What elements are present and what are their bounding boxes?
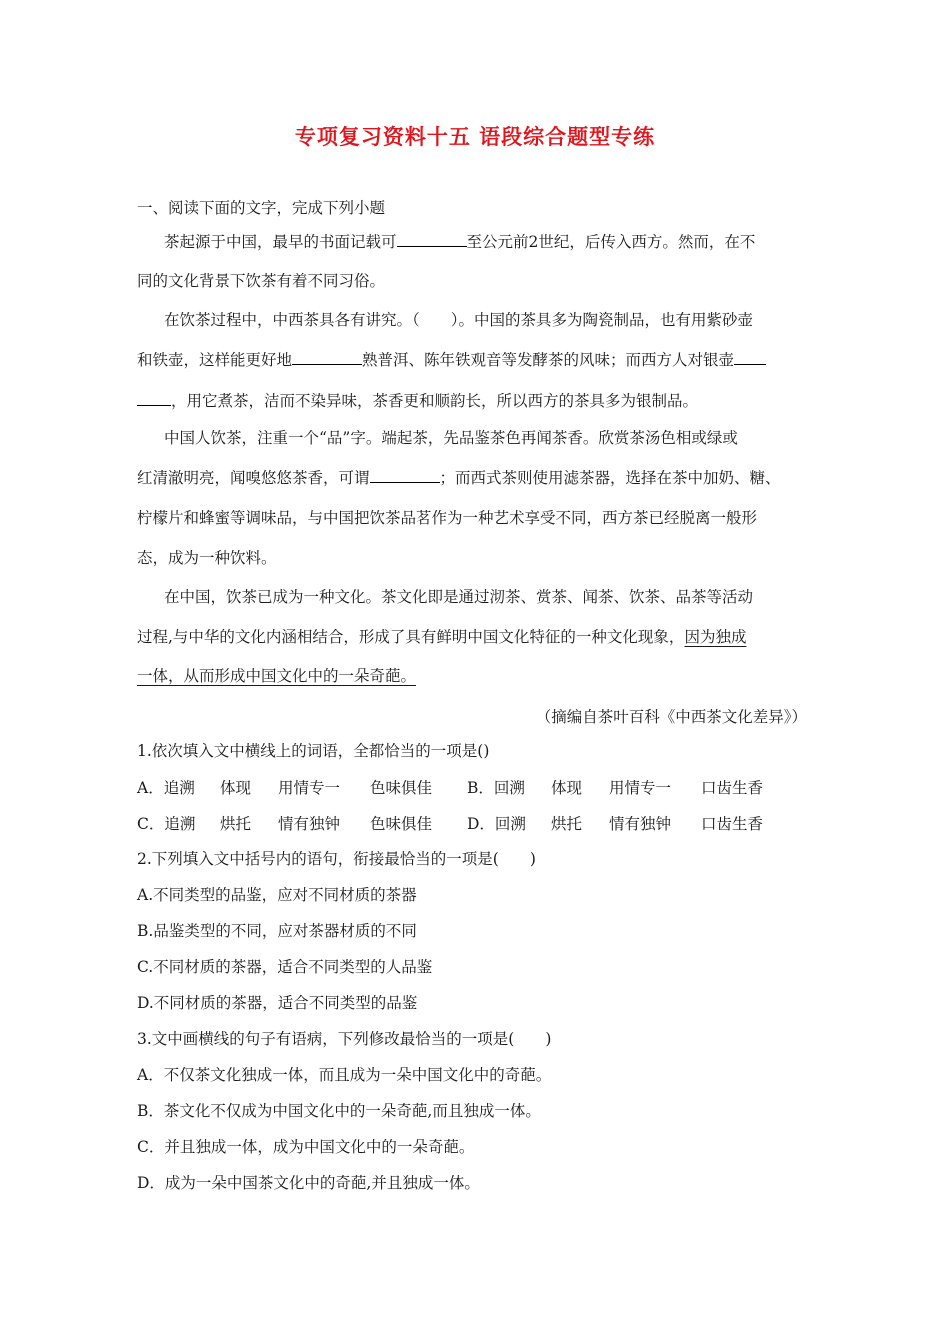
- question-3-option-a: A．不仅茶文化独成一体，而且成为一朵中国文化中的奇葩。: [137, 1066, 552, 1084]
- passage-line: 中国人饮茶，注重一个“品”字。端起茶，先品鉴茶色再闻茶香。欣赏茶汤色相或绿或: [164, 429, 738, 447]
- passage-line: 红清澈明亮，闻嗅悠悠茶香，可谓 ；而西式茶则使用滤茶器，选择在茶中加奶、糖、: [137, 469, 781, 487]
- underlined-sentence: 一体，从而形成中国文化中的一朵奇葩。: [137, 667, 417, 685]
- question-2-option-a: A.不同类型的品鉴，应对不同材质的茶器: [137, 886, 417, 904]
- question-2-option-b: B.品鉴类型的不同，应对茶器材质的不同: [137, 922, 417, 940]
- passage-line: 态，成为一种饮料。: [137, 549, 277, 567]
- question-3-option-d: D．成为一朵中国茶文化中的奇葩,并且独成一体。: [137, 1174, 480, 1192]
- passage-line: 在饮茶过程中，中西茶具各有讲究。（ ）。中国的茶具多为陶瓷制品，也有用紫砂壶: [164, 311, 754, 329]
- question-1-options-cd: C．追溯 烘托 情有独钟 色味俱佳 D．回溯 烘托 情有独钟 口齿生香: [137, 815, 764, 833]
- passage-line: 柠檬片和蜂蜜等调味品，与中国把饮茶品茗作为一种艺术享受不同，西方茶已经脱离一般形: [137, 509, 758, 527]
- passage-line: 过程,与中华的文化内涵相结合，形成了具有鲜明中国文化特征的一种文化现象，因为独成: [137, 628, 747, 646]
- blank-2: [292, 349, 362, 365]
- page-title: 专项复习资料十五 语段综合题型专练: [294, 125, 656, 149]
- question-2-option-c: C.不同材质的茶器，适合不同类型的人品鉴: [137, 958, 433, 976]
- passage-line: 同的文化背景下饮茶有着不同习俗。: [137, 272, 386, 290]
- blank-3a: [734, 349, 766, 365]
- question-2-stem: 2.下列填入文中括号内的语句，衔接最恰当的一项是( ): [137, 850, 536, 868]
- question-3-stem: 3.文中画横线的句子有语病，下列修改最恰当的一项是( ): [137, 1030, 552, 1048]
- question-2-option-d: D.不同材质的茶器，适合不同类型的品鉴: [137, 994, 418, 1012]
- passage-line: ，用它煮茶，洁而不染异味，茶香更和顺韵长，所以西方的茶具多为银制品。: [137, 390, 698, 412]
- passage-line: 在中国，饮茶已成为一种文化。茶文化即是通过沏茶、赏茶、闻茶、饮茶、品茶等活动: [164, 588, 754, 606]
- blank-1: [397, 231, 467, 247]
- passage-line: 茶起源于中国，最早的书面记载可 至公元前2世纪，后传入西方。然而，在不: [164, 233, 756, 251]
- blank-4: [370, 467, 440, 483]
- underlined-sentence: 因为独成: [684, 628, 747, 646]
- question-3-option-b: B．茶文化不仅成为中国文化中的一朵奇葩,而且独成一体。: [137, 1102, 541, 1120]
- question-1-stem: 1.依次填入文中横线上的词语，全都恰当的一项是(): [137, 742, 490, 760]
- question-1-options-ab: A．追溯 体现 用情专一 色味俱佳 B．回溯 体现 用情专一 口齿生香: [137, 779, 764, 797]
- passage-line: 和铁壶，这样能更好地 熟普洱、陈年铁观音等发酵茶的风味；而西方人对银壶: [137, 349, 766, 371]
- question-3-option-c: C．并且独成一体，成为中国文化中的一朵奇葩。: [137, 1138, 475, 1156]
- source-note: （摘编自茶叶百科《中西茶文化差异》）: [535, 708, 807, 726]
- blank-3b: [137, 390, 171, 406]
- section-heading: 一、阅读下面的文字，完成下列小题: [137, 199, 386, 217]
